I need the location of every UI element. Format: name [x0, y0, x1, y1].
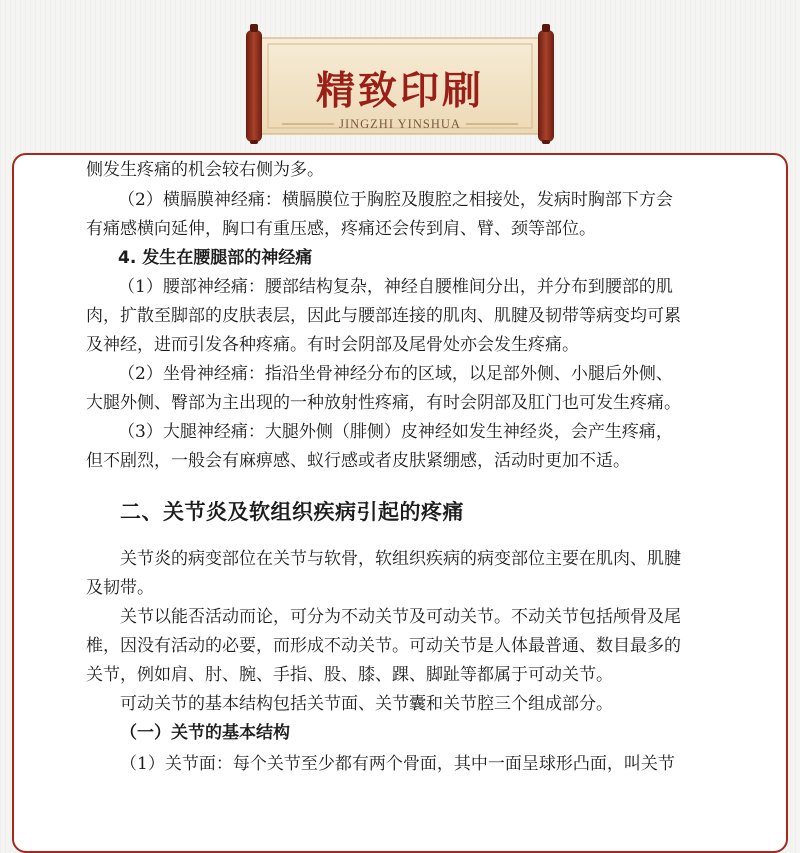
paragraph-line: （2）坐骨神经痛：指沿坐骨神经分布的区域，以足部外侧、小腿后外侧、: [118, 364, 673, 384]
paragraph-line: 可动关节的基本结构包括关节面、关节囊和关节腔三个组成部分。: [120, 694, 613, 714]
paragraph-line: 侧发生疼痛的机会较右侧为多。: [86, 160, 324, 180]
paragraph-line: 肉，扩散至脚部的皮肤表层，因此与腰部连接的肌肉、肌腱及韧带等病变均可累: [86, 306, 681, 326]
paragraph-line: 关节以能否活动而论，可分为不动关节及可动关节。不动关节包括颅骨及尾: [120, 607, 681, 627]
paragraph-line: （2）横膈膜神经痛：横膈膜位于胸腔及腹腔之相接处，发病时胸部下方会: [118, 190, 673, 210]
banner-subtitle: JINGZHI YINSHUA: [339, 117, 461, 131]
paragraph-line: （1）腰部神经痛：腰部结构复杂，神经自腰椎间分出，并分布到腰部的肌: [118, 277, 673, 297]
section-heading: 二、关节炎及软组织疾病引起的疼痛: [120, 500, 464, 524]
paragraph-line: 椎，因没有活动的必要，而形成不动关节。可动关节是人体最普通、数目最多的: [86, 636, 681, 656]
paragraph-line: 及神经，进而引发各种疼痛。有时会阴部及尾骨处亦会发生疼痛。: [86, 335, 579, 355]
paragraph-line: （3）大腿神经痛：大腿外侧（腓侧）皮神经如发生神经炎，会产生疼痛，: [118, 422, 673, 442]
paragraph-line: 但不剧烈，一般会有麻痹感、蚁行感或者皮肤紧绷感，活动时更加不适。: [86, 451, 630, 471]
paragraph-line: 及韧带。: [86, 578, 154, 598]
banner-title: 精致印刷: [315, 69, 484, 114]
paragraph-line: 关节炎的病变部位在关节与软骨，软组织疾病的病变部位主要在肌肉、肌腱: [120, 549, 681, 569]
subsection-heading: （一）关节的基本结构: [120, 723, 290, 743]
paragraph-line: 大腿外侧、臀部为主出现的一种放射性疼痛，有时会阴部及肛门也可发生疼痛。: [86, 393, 681, 413]
paragraph-line: （1）关节面：每个关节至少都有两个骨面，其中一面呈球形凸面，叫关节: [120, 754, 675, 774]
paragraph-line: 有痛感横向延伸，胸口有重压感，疼痛还会传到肩、臂、颈等部位。: [86, 219, 596, 239]
subheading: 4. 发生在腰腿部的神经痛: [118, 248, 313, 268]
paragraph-line: 关节，例如肩、肘、腕、手指、股、膝、踝、脚趾等都属于可动关节。: [86, 665, 613, 685]
